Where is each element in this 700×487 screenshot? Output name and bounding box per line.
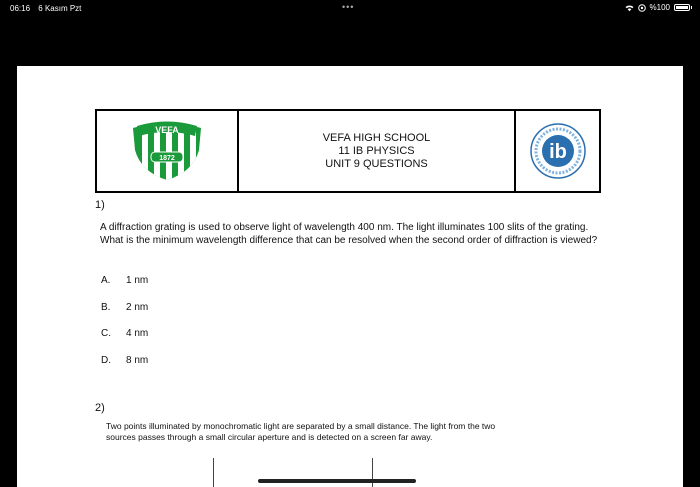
- option-d[interactable]: [101, 355, 148, 366]
- course-name: 11 IB PHYSICS: [338, 144, 415, 157]
- ib-logo-cell: [516, 111, 599, 191]
- option-c[interactable]: [101, 328, 148, 339]
- option-d-value: 8 nm: [126, 355, 149, 366]
- vefa-logo: [127, 120, 207, 182]
- document-page[interactable]: [17, 66, 683, 487]
- vefa-logo-year: 1872: [159, 155, 175, 162]
- unit-name: UNIT 9 QUESTIONS: [325, 157, 428, 170]
- status-bar: [0, 0, 700, 16]
- option-a-value: 1 nm: [126, 275, 149, 286]
- option-c-letter: C.: [101, 328, 111, 339]
- battery-fill: [676, 6, 688, 9]
- header-table: [95, 109, 601, 193]
- option-a-letter: A.: [101, 275, 111, 286]
- diagram-line-left: [213, 458, 214, 487]
- multitask-dots[interactable]: •••: [342, 2, 355, 12]
- location-icon: [638, 4, 646, 12]
- school-name: VEFA HIGH SCHOOL: [322, 131, 431, 144]
- logo-cell: [97, 111, 239, 191]
- question-2-number: 2): [95, 402, 105, 414]
- ib-logo-letters: ib: [548, 141, 567, 163]
- option-d-letter: D.: [101, 355, 111, 366]
- battery-percent: %100: [649, 3, 670, 12]
- question-1-text: A diffraction grating is used to observe light of wavelength 400 nm. The light illuminates 100 slits of the grating. What is the minimum wavelength difference that can be resolved when the second order of diffraction is viewed?: [100, 222, 598, 246]
- question-1-number: 1): [95, 199, 105, 211]
- ib-logo: [528, 121, 588, 181]
- option-b[interactable]: [101, 302, 148, 313]
- status-right: [625, 3, 690, 12]
- status-date: 6 Kasım Pzt: [38, 4, 82, 13]
- vefa-logo-text: VEFA: [155, 125, 179, 135]
- wifi-icon: [625, 4, 634, 12]
- option-c-value: 4 nm: [126, 328, 149, 339]
- option-b-letter: B.: [101, 302, 111, 313]
- status-left: [10, 4, 87, 13]
- option-a[interactable]: [101, 275, 148, 286]
- option-b-value: 2 nm: [126, 302, 149, 313]
- status-time: 06:16: [10, 4, 31, 13]
- question-2-text: Two points illuminated by monochromatic light are separated by a small distance. The light from the two sources passes through a small circular aperture and is detected on a screen far away.: [106, 421, 496, 442]
- title-cell: [239, 111, 516, 191]
- battery-icon: [674, 4, 690, 11]
- home-indicator[interactable]: [258, 479, 416, 483]
